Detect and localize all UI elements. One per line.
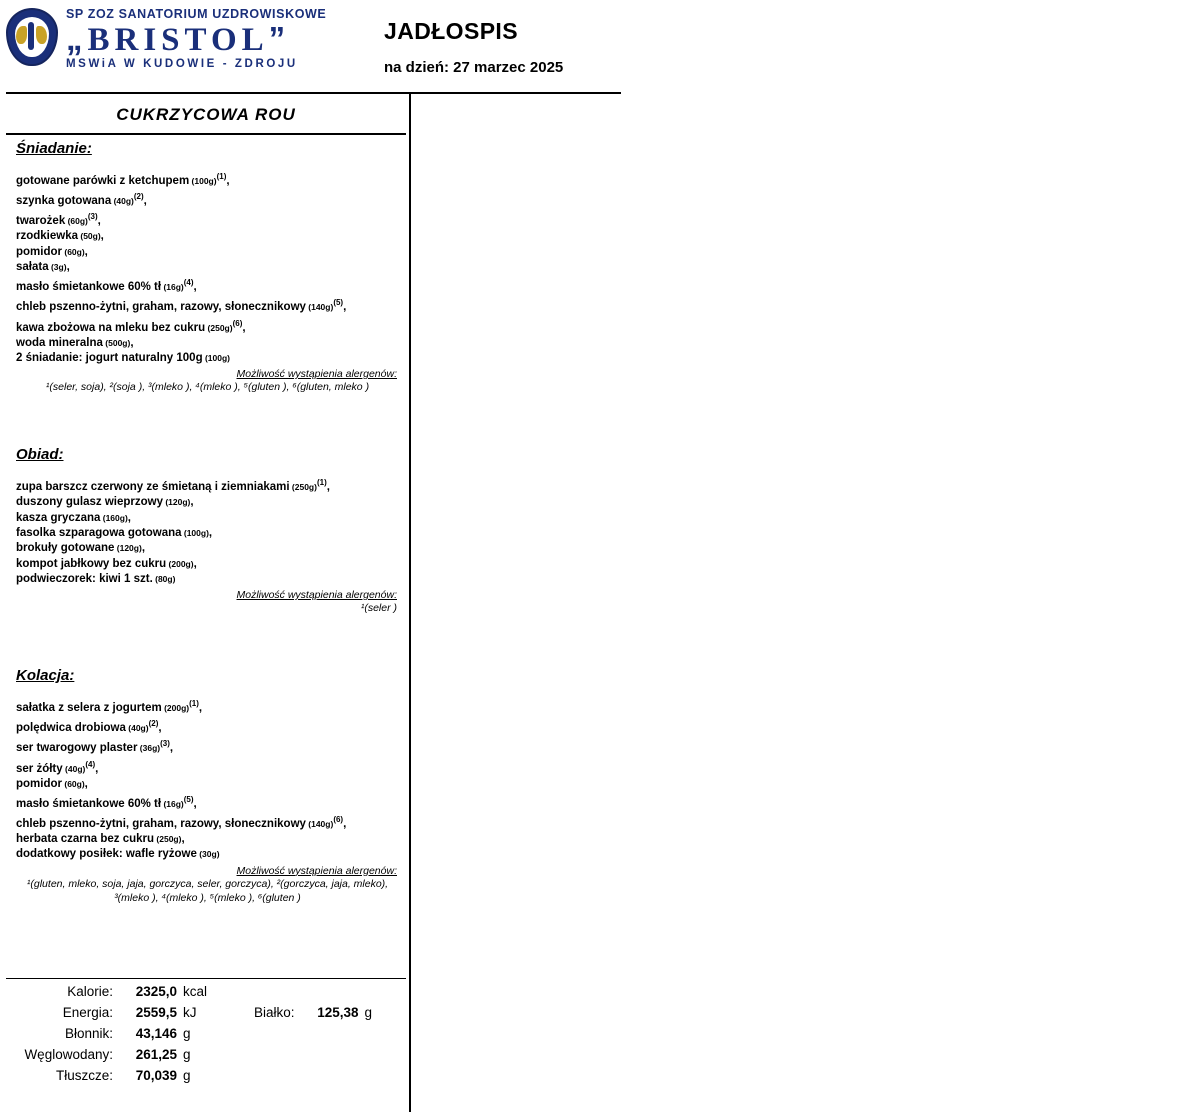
meal-item-name: woda mineralna bbox=[16, 336, 103, 349]
meal-item bbox=[16, 736, 399, 756]
meal-item-separator: , bbox=[158, 722, 162, 735]
allergen-header: Możliwość wystąpienia alergenów: bbox=[236, 368, 397, 381]
meal-item-weight: (16g) bbox=[161, 798, 184, 809]
meal-item-weight: (100g) bbox=[202, 352, 231, 363]
nutrition-label-secondary: Białko: bbox=[253, 1005, 295, 1020]
meal-item-name: 2 śniadanie: jogurt naturalny 100g bbox=[16, 351, 203, 364]
meal-item bbox=[16, 229, 399, 244]
meal-item-weight: (60g) bbox=[62, 246, 85, 257]
meal-item-allergen-ref: (3) bbox=[87, 212, 98, 222]
meal-item-name: rzodkiewka bbox=[16, 230, 78, 243]
meal-item bbox=[16, 812, 399, 832]
allergen-list: ¹(seler, soja), ²(soja ), ³(mleko ), ⁴(mleko ), ⁵(gluten ), ⁶(gluten, mleko ) bbox=[45, 381, 370, 394]
meal-item-separator: , bbox=[141, 542, 146, 555]
meal-item-allergen-ref: (3) bbox=[160, 739, 170, 749]
meal-item-separator: , bbox=[190, 496, 194, 509]
meal-item-weight: (36g) bbox=[137, 743, 161, 754]
header-divider bbox=[6, 92, 621, 94]
meal-item-name: masło śmietankowe 60% tł bbox=[16, 281, 162, 294]
allergen-header: Możliwość wystąpienia alergenów: bbox=[236, 589, 397, 602]
logo-line-institution: SP ZOZ SANATORIUM UZDROWISKOWE bbox=[66, 7, 327, 21]
meal-item-name: gotowane parówki z ketchupem bbox=[16, 174, 190, 187]
meal-section bbox=[0, 446, 409, 615]
meal-item-allergen-ref: (6) bbox=[232, 318, 243, 328]
meal-item-separator: , bbox=[193, 281, 197, 294]
meal-item-weight: (16g) bbox=[161, 282, 184, 293]
meal-item-name: szynka gotowana bbox=[16, 194, 112, 207]
meal-item-separator: , bbox=[95, 762, 99, 775]
nutrition-unit: g bbox=[183, 1047, 191, 1062]
meal-item-list bbox=[16, 169, 399, 366]
meal-item-separator: , bbox=[97, 215, 101, 228]
meal-item-allergen-ref: (1) bbox=[316, 478, 327, 488]
meal-item-name: sałata bbox=[16, 260, 49, 273]
meal-item-name: dodatkowy posiłek: wafle ryżowe bbox=[16, 848, 197, 861]
logo-line-location: MSWiA W KUDOWIE - ZDROJU bbox=[66, 58, 298, 71]
nutrition-label: Błonnik: bbox=[64, 1026, 113, 1041]
diet-divider bbox=[6, 133, 406, 135]
meal-item-weight: (140g) bbox=[305, 302, 334, 313]
diet-name: CUKRZYCOWA ROU bbox=[116, 105, 296, 124]
meal-item bbox=[16, 351, 399, 366]
meal-item-name: twarożek bbox=[16, 215, 66, 228]
meal-item-name: pomidor bbox=[16, 777, 62, 790]
nutrition-row bbox=[6, 1047, 406, 1068]
meal-item-name: polędwica drobiowa bbox=[16, 722, 126, 735]
meal-item-weight: (40g) bbox=[62, 763, 86, 774]
meal-item bbox=[16, 716, 399, 736]
meal-item-list bbox=[16, 696, 399, 863]
nutrition-label: Kalorie: bbox=[67, 984, 113, 999]
meal-item-weight: (200g) bbox=[166, 558, 194, 569]
meal-item bbox=[16, 275, 399, 295]
meal-item-allergen-ref: (4) bbox=[183, 278, 194, 288]
meal-item-weight: (100g) bbox=[189, 175, 217, 186]
meal-item-separator: , bbox=[127, 511, 131, 524]
meal-spacer bbox=[0, 394, 409, 446]
meal-item bbox=[16, 847, 399, 862]
nutrition-value: 43,146 bbox=[135, 1026, 177, 1041]
nutrition-label: Energia: bbox=[62, 1005, 113, 1020]
meal-item-separator: , bbox=[169, 742, 174, 755]
meals-column bbox=[0, 140, 409, 905]
mswia-emblem-icon bbox=[4, 8, 60, 70]
meal-item bbox=[16, 832, 399, 847]
meal-item-allergen-ref: (1) bbox=[189, 699, 199, 709]
meal-item-separator: , bbox=[84, 777, 88, 790]
meal-item-weight: (50g) bbox=[78, 231, 101, 242]
meal-item bbox=[16, 792, 399, 812]
meal-item-weight: (30g) bbox=[196, 849, 220, 860]
meal-item-separator: , bbox=[130, 336, 134, 349]
meal-item bbox=[16, 475, 399, 495]
meal-item-allergen-ref: (2) bbox=[148, 719, 159, 729]
meal-item-allergen-ref: (6) bbox=[333, 815, 344, 825]
meal-item bbox=[16, 572, 399, 587]
nutrition-value: 2559,5 bbox=[135, 1005, 177, 1020]
meal-item-separator: , bbox=[143, 194, 147, 207]
meal-item-name: fasolka szparagowa gotowana bbox=[16, 526, 182, 539]
meal-item-weight: (200g) bbox=[161, 702, 190, 713]
nutrition-value: 261,25 bbox=[135, 1047, 177, 1062]
meal-item bbox=[16, 557, 399, 572]
meal-item bbox=[16, 169, 399, 189]
allergen-list: ¹(gluten, mleko, soja, jaja, gorczyca, seler, gorczyca), ²(gorczyca, jaja, mleko), ³(mleko ), ⁴(mleko ), ⁵(mleko ), ⁶(gluten ) bbox=[26, 877, 389, 904]
meal-item-weight: (250g) bbox=[154, 834, 182, 845]
meal-item-weight: (100g) bbox=[181, 527, 209, 538]
meal-item-allergen-ref: (4) bbox=[85, 759, 96, 769]
meal-item-allergen-ref: (5) bbox=[333, 298, 344, 308]
meal-item bbox=[16, 541, 399, 556]
meal-item bbox=[16, 757, 399, 777]
meal-item-separator: , bbox=[198, 701, 203, 714]
document-date: na dzień: 27 marzec 2025 bbox=[384, 59, 564, 76]
meal-item-name: chleb pszenno-żytni, graham, razowy, słonecznikowy bbox=[16, 817, 306, 830]
nutrition-unit: kcal bbox=[183, 984, 208, 999]
nutrition-unit: g bbox=[183, 1026, 191, 1041]
meal-item-name: kawa zbożowa na mleku bez cukru bbox=[16, 321, 206, 334]
nutrition-summary bbox=[6, 984, 406, 1089]
logo-line-brand: „BRISTOL” bbox=[66, 19, 291, 58]
meal-section bbox=[0, 140, 409, 394]
meal-item-name: kompot jabłkowy bez cukru bbox=[16, 557, 167, 570]
meal-item-weight: (3g) bbox=[48, 261, 67, 272]
meal-item bbox=[16, 245, 399, 260]
nutrition-unit: kJ bbox=[183, 1005, 197, 1020]
meal-item-name: podwieczorek: kiwi 1 szt. bbox=[16, 572, 153, 585]
meal-item-allergen-ref: (5) bbox=[183, 794, 194, 804]
institution-logo bbox=[0, 8, 360, 71]
nutrition-value: 2325,0 bbox=[135, 984, 177, 999]
meal-spacer bbox=[0, 615, 409, 667]
document-header bbox=[0, 0, 1200, 88]
meal-item-allergen-ref: (2) bbox=[133, 192, 144, 202]
nutrition-unit: g bbox=[183, 1068, 191, 1083]
meal-section bbox=[0, 667, 409, 905]
meal-item-separator: , bbox=[208, 526, 213, 539]
meal-item-separator: , bbox=[100, 230, 104, 243]
meal-item-separator: , bbox=[242, 321, 246, 334]
page-title: JADŁOSPIS bbox=[384, 18, 518, 44]
meal-item-allergen-ref: (1) bbox=[216, 172, 227, 181]
meal-item bbox=[16, 495, 399, 510]
meal-item bbox=[16, 696, 399, 716]
meal-item-separator: , bbox=[84, 245, 88, 258]
meal-item bbox=[16, 526, 399, 541]
meal-item-weight: (140g) bbox=[305, 818, 334, 829]
meal-item-name: zupa barszcz czerwony ze śmietaną i ziemniakami bbox=[16, 481, 290, 494]
meal-item-weight: (500g) bbox=[102, 337, 131, 348]
meal-item-separator: , bbox=[181, 833, 185, 846]
meal-item-name: pomidor bbox=[16, 245, 62, 258]
column-divider bbox=[409, 92, 411, 1112]
nutrition-label: Węglowodany: bbox=[24, 1047, 113, 1062]
meal-item bbox=[16, 295, 399, 315]
nutrition-value: 70,039 bbox=[135, 1068, 177, 1083]
nutrition-row bbox=[6, 1068, 406, 1089]
meal-item-name: chleb pszenno-żytni, graham, razowy, słonecznikowy bbox=[16, 301, 306, 314]
meal-item-separator: , bbox=[66, 260, 70, 273]
meal-item-weight: (60g) bbox=[62, 778, 85, 789]
meal-item bbox=[16, 777, 399, 792]
meal-item bbox=[16, 209, 399, 229]
meal-item-name: sałatka z selera z jogurtem bbox=[16, 701, 162, 714]
meal-item-separator: , bbox=[193, 797, 197, 810]
meal-title: Kolacja: bbox=[16, 667, 75, 685]
meal-item-name: ser żółty bbox=[16, 762, 63, 775]
meal-item-separator: , bbox=[326, 481, 330, 494]
nutrition-row bbox=[6, 1005, 406, 1026]
nutrition-divider bbox=[6, 978, 406, 979]
nutrition-row bbox=[6, 984, 406, 1005]
meal-item-weight: (160g) bbox=[100, 512, 128, 523]
meal-title: Śniadanie: bbox=[16, 140, 92, 157]
meal-item-list bbox=[16, 475, 399, 587]
logo-brand-text: BRISTOL bbox=[87, 21, 269, 58]
meal-item bbox=[16, 316, 399, 336]
meal-item-separator: , bbox=[343, 817, 347, 830]
nutrition-row bbox=[6, 1026, 406, 1047]
meal-item-separator: , bbox=[193, 557, 197, 570]
meal-item-name: duszony gulasz wieprzowy bbox=[16, 496, 163, 509]
meal-item bbox=[16, 260, 399, 275]
meal-item-name: herbata czarna bez cukru bbox=[16, 833, 155, 846]
meal-item-name: brokuły gotowane bbox=[16, 542, 115, 555]
nutrition-label: Tłuszcze: bbox=[55, 1068, 113, 1083]
allergen-header: Możliwość wystąpienia alergenów: bbox=[236, 864, 397, 877]
meal-item-separator: , bbox=[343, 301, 347, 314]
meal-item-weight: (60g) bbox=[65, 216, 88, 227]
meal-item-weight: (120g) bbox=[162, 497, 191, 508]
meal-item bbox=[16, 336, 399, 351]
meal-item-name: kasza gryczana bbox=[16, 511, 101, 524]
nutrition-unit-secondary: g bbox=[364, 1005, 373, 1020]
meal-title: Obiad: bbox=[16, 446, 64, 464]
meal-item bbox=[16, 189, 399, 209]
meal-item-weight: (250g) bbox=[205, 322, 233, 333]
meal-item-separator: , bbox=[226, 174, 230, 187]
meal-item-weight: (120g) bbox=[114, 543, 142, 554]
meal-item-name: masło śmietankowe 60% tł bbox=[16, 797, 162, 810]
meal-item-weight: (80g) bbox=[152, 573, 176, 584]
meal-item bbox=[16, 511, 399, 526]
meal-item-name: ser twarogowy plaster bbox=[16, 742, 138, 755]
nutrition-value-secondary: 125,38 bbox=[317, 1005, 359, 1020]
meal-item-weight: (40g) bbox=[125, 723, 149, 734]
title-block bbox=[360, 8, 563, 76]
meal-item-weight: (250g) bbox=[289, 482, 317, 493]
allergen-list: ¹(seler ) bbox=[360, 602, 397, 615]
meal-item-weight: (40g) bbox=[111, 195, 134, 206]
